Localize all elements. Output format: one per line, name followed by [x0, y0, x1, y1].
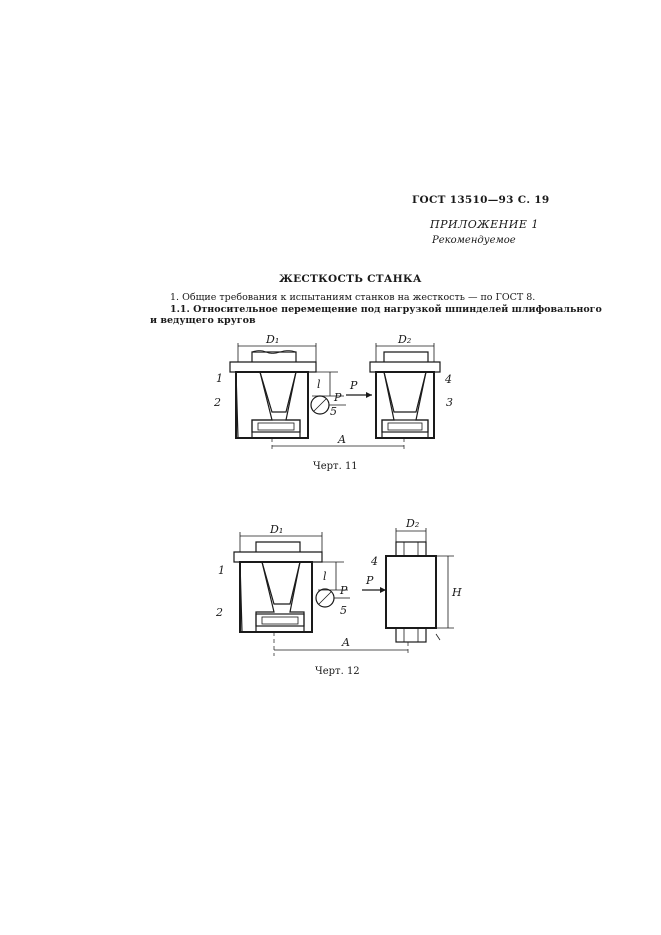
fig11-label-4: 4 — [445, 373, 452, 386]
paragraph-displacement-line2: и ведущего кругов — [150, 315, 256, 326]
fig12-label-1: 1 — [218, 564, 225, 577]
paragraph-displacement-line1: 1.1. Относительное перемещение под нагрузкой шпинделей шлифовального — [170, 304, 602, 315]
appendix-title: ПРИЛОЖЕНИЕ 1 — [430, 218, 539, 231]
fig11-label-1: 1 — [216, 372, 223, 385]
fig12-label-a: A — [342, 636, 350, 649]
fig12-grinding-wheel — [386, 528, 454, 642]
appendix-status: Рекомендуемое — [432, 235, 516, 246]
fig12-left-housing — [234, 532, 322, 632]
fig11-label-2: 2 — [214, 396, 221, 409]
fig11-left-housing — [230, 343, 316, 438]
fig11-label-d1: D₁ — [266, 333, 280, 346]
fig12-label-2: 2 — [216, 606, 223, 619]
fig11-label-p-force: P — [350, 379, 358, 392]
page-header: ГОСТ 13510—93 С. 19 — [412, 194, 550, 206]
fig11-label-l: l — [317, 378, 321, 391]
fig11-label-p-gauge: P — [334, 391, 342, 404]
figure-11-caption: Черт. 11 — [313, 461, 358, 472]
fig11-label-5: 5 — [330, 405, 337, 418]
figure-12-caption: Черт. 12 — [315, 666, 360, 677]
fig11-right-housing — [370, 343, 440, 438]
fig11-label-a: A — [338, 433, 346, 446]
fig11-label-d2: D₂ — [398, 333, 412, 346]
fig12-label-p-force: P — [366, 574, 374, 587]
fig11-label-3: 3 — [446, 396, 453, 409]
fig12-label-5: 5 — [340, 604, 347, 617]
fig12-label-d2: D₂ — [406, 517, 420, 530]
fig12-label-p-gauge: P — [340, 584, 348, 597]
paragraph-general-requirements: 1. Общие требования к испытаниям станков на жесткость — по ГОСТ 8. — [170, 292, 536, 303]
section-title: ЖЕСТКОСТЬ СТАНКА — [279, 273, 422, 285]
fig12-label-d1: D₁ — [270, 523, 284, 536]
fig12-label-h: H — [452, 586, 462, 599]
fig12-label-4: 4 — [371, 555, 378, 568]
fig12-label-l: l — [323, 570, 327, 583]
